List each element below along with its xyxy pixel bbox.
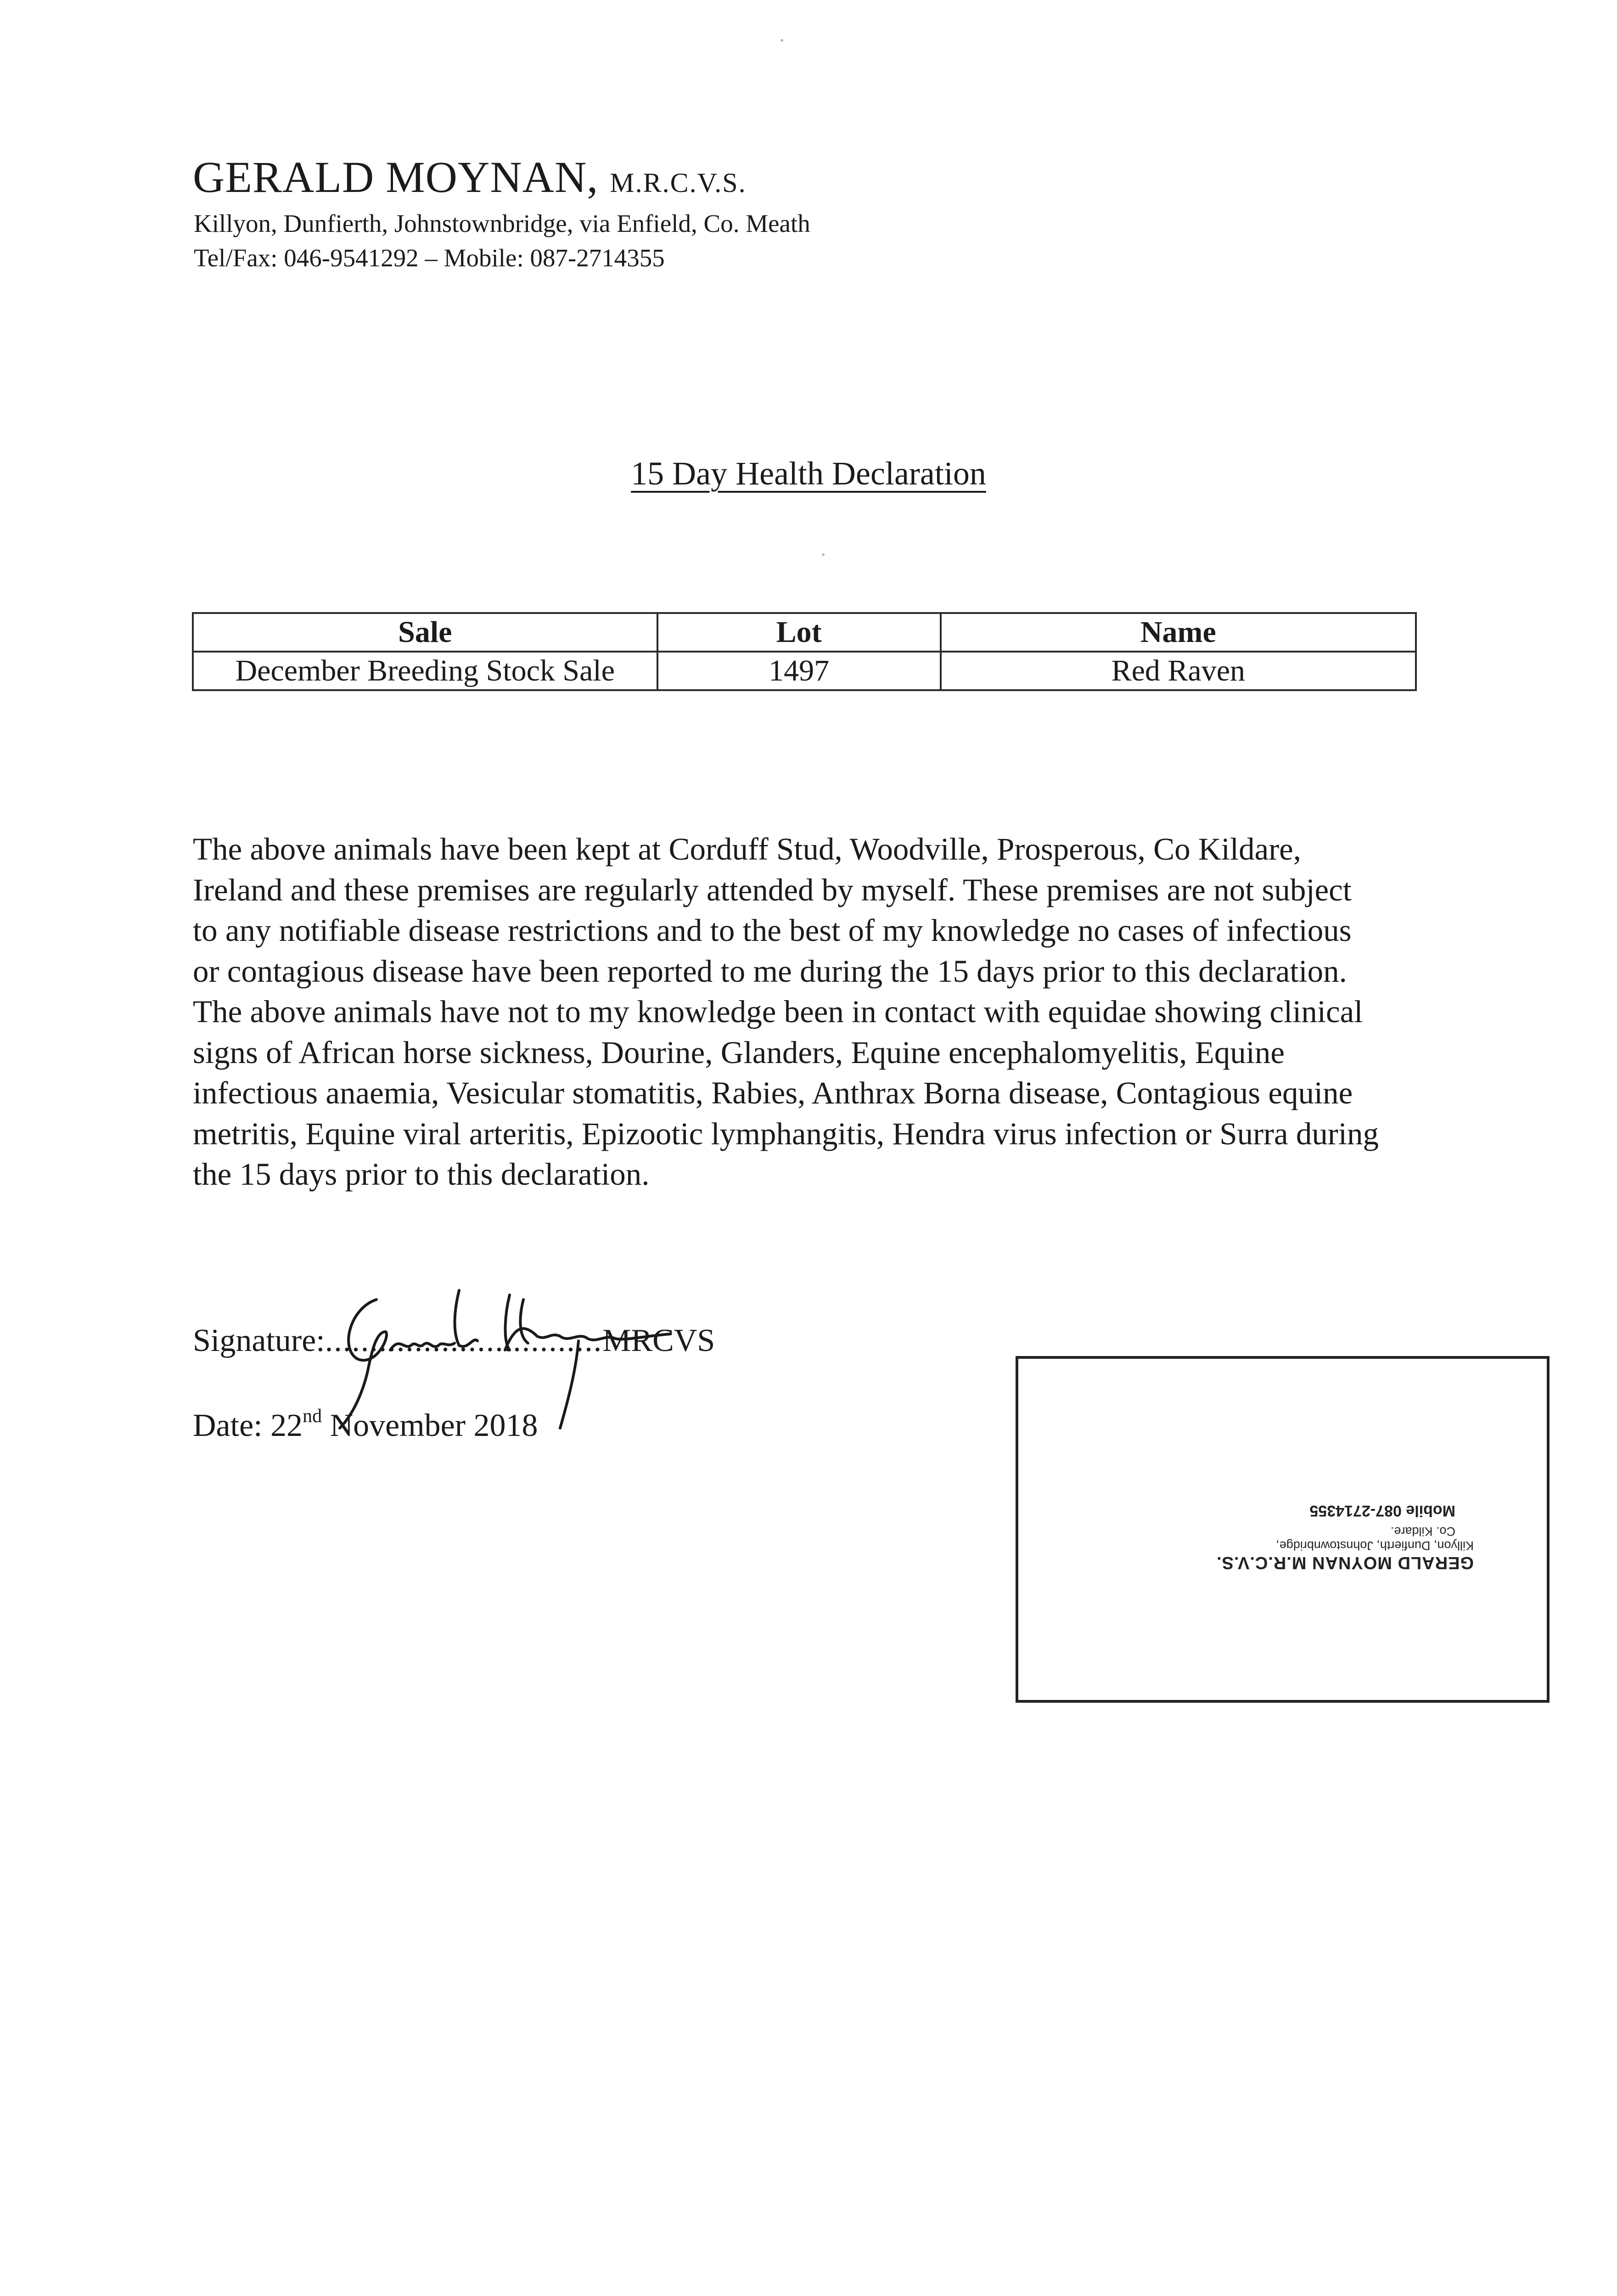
vet-address: Killyon, Dunfierth, Johnstownbridge, via Enfield, Co. Meath: [194, 209, 810, 237]
date-line: [193, 1407, 538, 1444]
declaration-paragraph: The above animals have been kept at Corduff Stud, Woodville, Prosperous, Co Kildare, Ireland and these premises are regularly attended by myself. These premises are not subject to any notifiable disease restrictions and to the best of my knowledge no cases of infectious or contagious disease have been reported to me during the 15 days prior to this declaration. The above animals have not to my knowledge been in contact with equidae showing clinical signs of African horse sickness, Dourine, Glanders, Equine encephalomyelitis, Equine infectious anaemia, Vesicular stomatitis, Rabies, Anthrax Borna disease, Contagious equine metritis, Equine viral arteritis, Epizootic lymphangitis, Hendra virus infection or Surra during the 15 days prior to this declaration.: [193, 832, 1379, 1192]
scan-speck: [780, 39, 783, 42]
date-day: 22: [270, 1408, 303, 1443]
header-lot: Lot: [657, 613, 941, 652]
date-label: Date:: [193, 1408, 271, 1443]
stamp-county: Co. Kildare.: [1390, 1525, 1455, 1538]
cell-lot: 1497: [657, 652, 941, 690]
header-name: Name: [941, 613, 1416, 652]
stamp-name: GERALD MOYNAN M.R.C.V.S.: [1216, 1553, 1474, 1572]
table-header-row: [193, 613, 1416, 652]
signature-dots: ...............................: [325, 1323, 603, 1358]
vet-name: [193, 152, 747, 203]
stamp-mobile: Mobile 087-2714355: [1309, 1502, 1455, 1519]
cell-sale: December Breeding Stock Sale: [193, 652, 657, 690]
table-row: [193, 652, 1416, 690]
vet-stamp: [1116, 1502, 1474, 1572]
scan-speck: [822, 553, 825, 556]
document-title-wrap: [0, 455, 1617, 493]
vet-name-text: GERALD MOYNAN,: [193, 152, 599, 202]
signature-suffix: MRCVS: [602, 1323, 715, 1358]
date-rest: November 2018: [322, 1408, 538, 1443]
vet-contact: Tel/Fax: 046-9541292 – Mobile: 087-2714355: [194, 244, 665, 272]
stamp-address: Killyon, Dunfierth, Johnstownbridge,: [1276, 1539, 1474, 1553]
signature-label: Signature:: [193, 1323, 325, 1358]
header-sale: Sale: [193, 613, 657, 652]
date-ordinal: nd: [303, 1406, 322, 1427]
sale-table: [192, 612, 1417, 691]
vet-qualifications: M.R.C.V.S.: [610, 168, 747, 198]
cell-name: Red Raven: [941, 652, 1416, 690]
document-title: 15 Day Health Declaration: [631, 455, 986, 492]
